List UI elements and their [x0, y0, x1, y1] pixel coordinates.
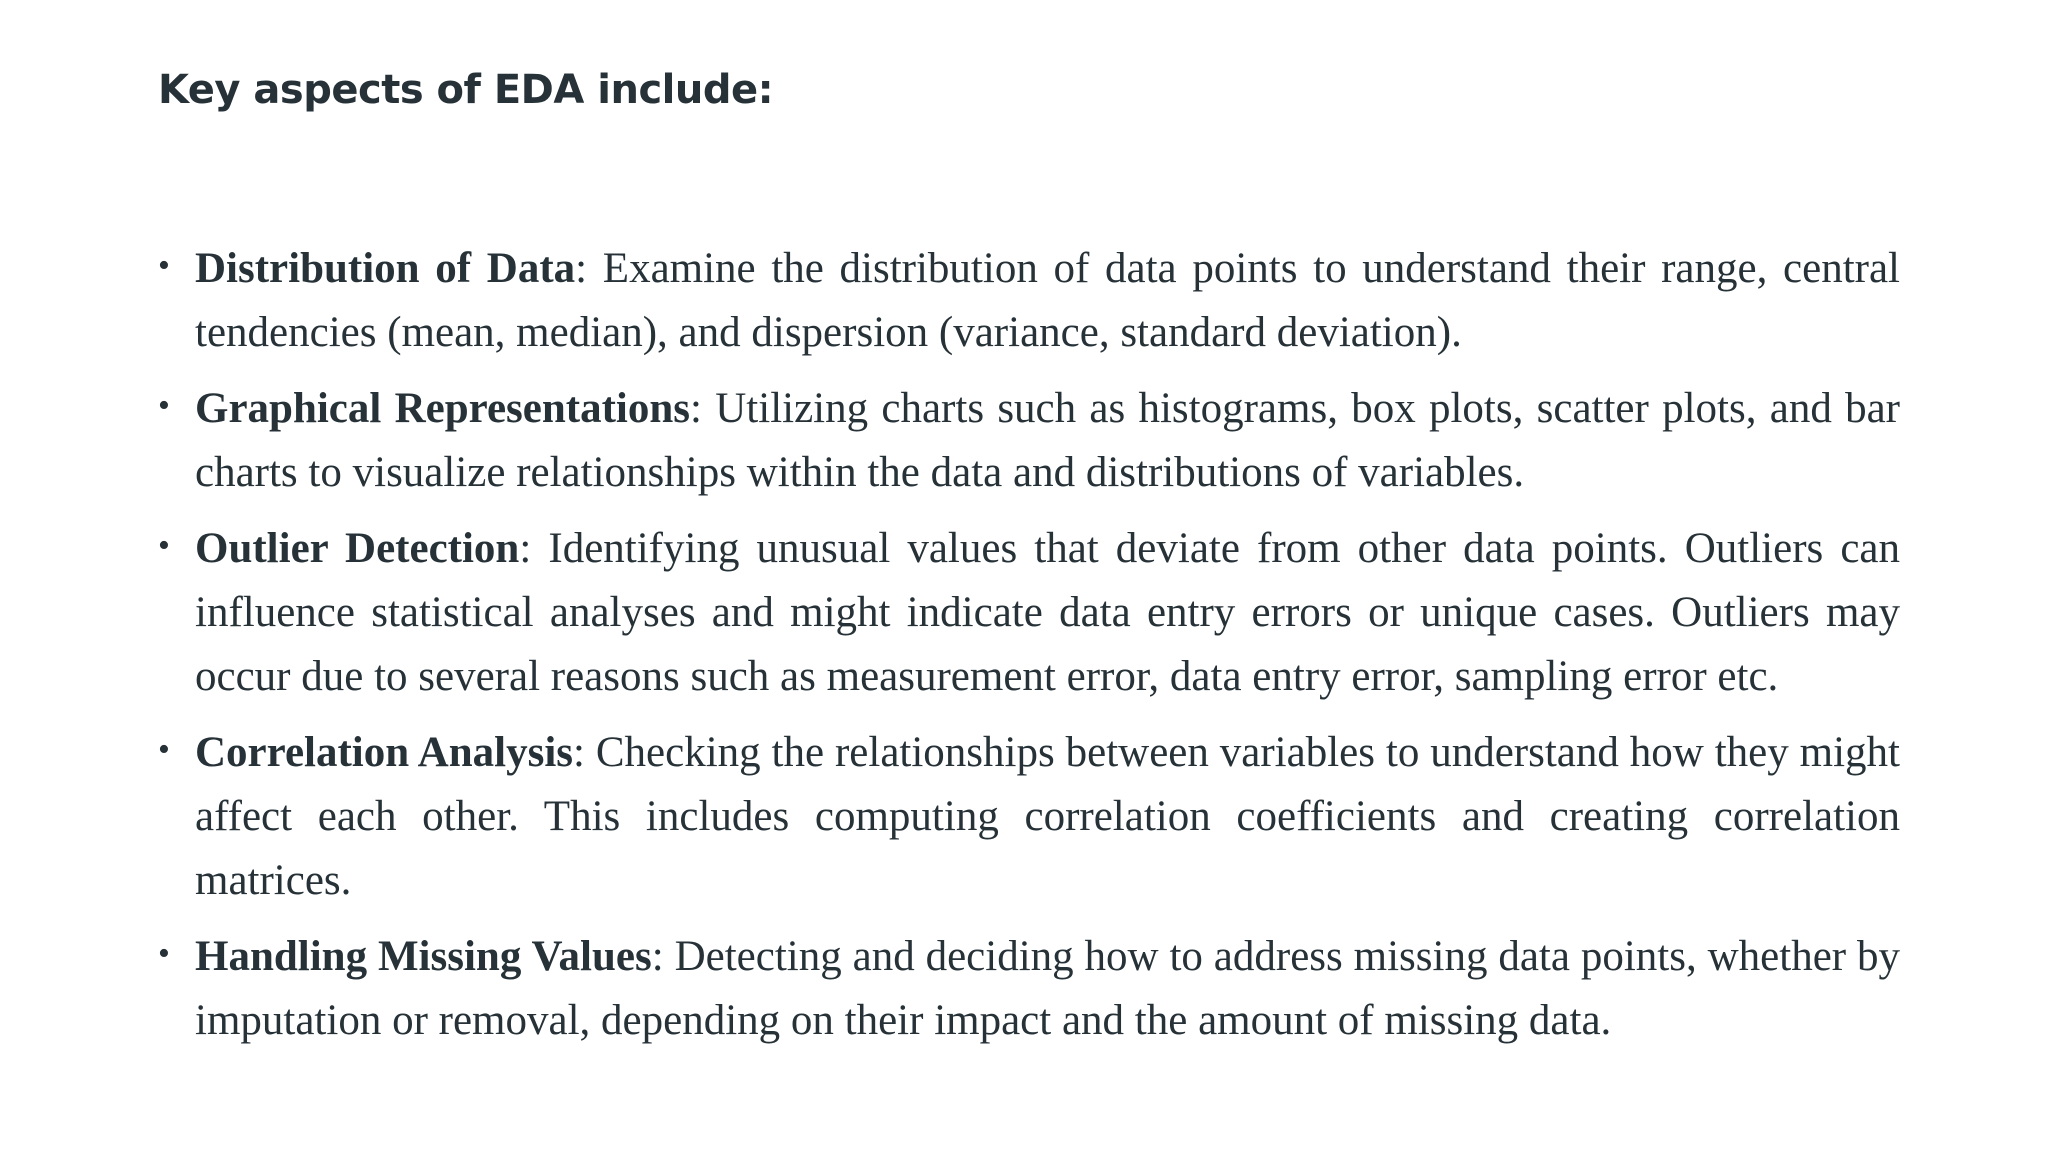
list-item [158, 517, 1900, 709]
bullet-term: Distribution of Data [195, 245, 576, 292]
bullet-text: : Utilizing charts such as histograms, box plots, scatter plots, and bar charts to visualize relationships within the data and distributions of variables. [195, 385, 1900, 496]
bullet-term: Graphical Representations [195, 385, 691, 432]
list-item [158, 721, 1900, 913]
bullet-list [158, 237, 1900, 1065]
bullet-icon: • [158, 935, 170, 972]
bullet-text: : Checking the relationships between variables to understand how they might affect each other. This includes computing correlation coefficients and creating correlation matrices. [195, 729, 1900, 904]
bullet-term: Outlier Detection [195, 525, 520, 572]
section-heading: Key aspects of EDA include: [158, 67, 774, 113]
bullet-term: Correlation Analysis [195, 729, 574, 776]
bullet-term: Handling Missing Values [195, 933, 652, 980]
bullet-text: : Detecting and deciding how to address missing data points, whether by imputation or removal, depending on their impact and the amount of missing data. [195, 933, 1900, 1044]
list-item [158, 925, 1900, 1053]
bullet-icon: • [158, 527, 170, 564]
bullet-icon: • [158, 247, 170, 284]
list-item [158, 377, 1900, 505]
bullet-icon: • [158, 731, 170, 768]
list-item [158, 237, 1900, 365]
bullet-text: : Examine the distribution of data points to understand their range, central tendencies (mean, median), and dispersion (variance, standard deviation). [195, 245, 1900, 356]
bullet-icon: • [158, 387, 170, 424]
bullet-text: : Identifying unusual values that deviate from other data points. Outliers can influence statistical analyses and might indicate data entry errors or unique cases. Outliers may occur due to several reasons such as measurement error, data entry error, sampling error etc. [195, 525, 1900, 700]
